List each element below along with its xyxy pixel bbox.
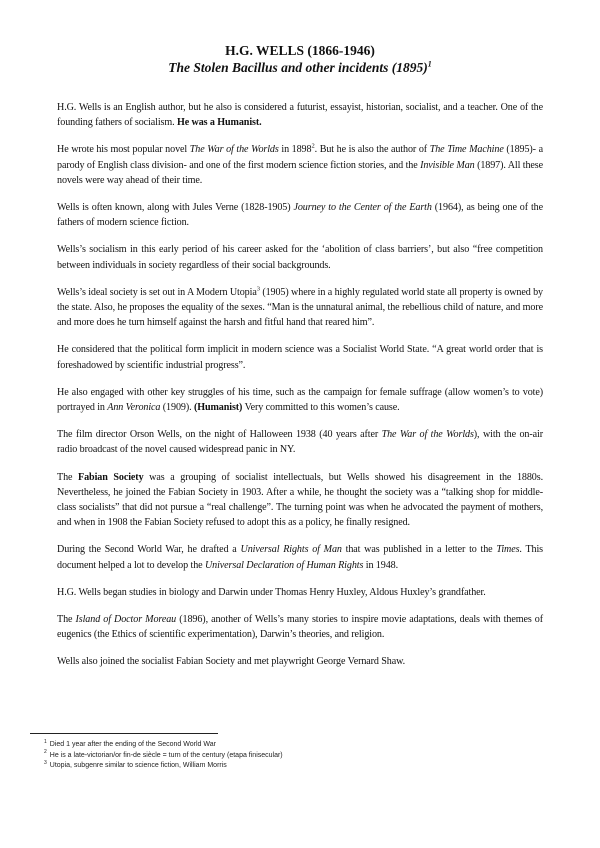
paragraph-world-state: He considered that the political form implicit in modern science was a Socialist World State. “A great world order that is foreshadowed by scientific industrial progress”. — [57, 344, 543, 371]
paragraph-suffrage — [57, 385, 543, 415]
paragraph-text: During the Second World War, he drafted a — [57, 544, 241, 556]
paragraph-huxley: H.G. Wells began studies in biology and Darwin under Thomas Henry Huxley, Aldous Huxley’s grandfather. — [57, 586, 486, 598]
paragraph-text: (1909). — [160, 402, 194, 414]
book-title: Journey to the Center of the Earth — [293, 202, 432, 214]
paragraph-orson-wells — [57, 427, 543, 457]
paragraph-text: He also engaged with other key struggles of his time, such as the campaign for female suffrage (allow women’s to vote) portrayed in — [57, 386, 543, 414]
paragraph-text: . This document helped a lot to develop the — [57, 544, 544, 571]
book-title: Invisible Man — [420, 159, 475, 171]
emphasis-humanist: (Humanist) — [193, 402, 243, 414]
footnote-number: 1 — [44, 738, 47, 745]
footnote-ref-3[interactable]: 3 — [256, 285, 260, 293]
paragraph-text: Very committed to this women’s cause. — [242, 402, 400, 414]
document-title: Universal Declaration of Human Rights — [204, 559, 364, 571]
emphasis-fabian-society: Fabian Society — [78, 471, 144, 483]
footnotes — [44, 740, 564, 772]
emphasis-humanist: He was a Humanist. — [176, 117, 262, 129]
paragraph-text: . But he is also the author of — [314, 144, 430, 156]
paragraph-utopia — [57, 285, 543, 331]
document-body — [57, 100, 543, 682]
paragraph-text: The — [57, 471, 79, 483]
paragraph-text: (1895)- a parody of English class division- and one of the first modern science fiction stories, and the — [57, 144, 543, 171]
paragraph-novels — [57, 142, 543, 188]
book-title: Ann Veronica — [107, 402, 161, 414]
footnote-ref-2[interactable]: 2 — [311, 143, 315, 151]
paragraph-fabian-society — [57, 470, 543, 531]
footnote-item — [44, 740, 564, 751]
paragraph-text: Wells is often known, along with Jules Verne (1828-1905) — [57, 202, 294, 214]
footnote-item — [44, 761, 564, 772]
paragraph-text: The — [57, 614, 76, 626]
paragraph-text: (1896), another of Wells’s many stories to inspire movie adaptations, deals with themes of eugenics (the Ethics of scientific experimentation), Darwin’s theories, and religion. — [57, 614, 543, 641]
paragraph-rights-of-man — [57, 542, 543, 572]
paragraph-socialism: Wells’s socialism in this early period of his career asked for the ‘abolition of class barriers’, but also “free competition between individuals in society regardless of their social backgrounds. — [57, 244, 543, 271]
footnote-text: Utopia, subgenre similar to science fiction, William Morris — [49, 762, 227, 769]
footnote-ref-1[interactable]: 1 — [427, 59, 432, 69]
title-block — [0, 42, 600, 76]
book-title: Island of Doctor Moreau — [75, 614, 177, 626]
book-title: The War of the Worlds — [381, 429, 474, 441]
subtitle-text: The Stolen Bacillus and other incidents (1895) — [168, 60, 428, 75]
paragraph-text: H.G. Wells is an English author, but he also is considered a futurist, essayist, historian, socialist, and a teacher. One of the founding fathers of socialism. — [57, 102, 543, 129]
paragraph-text: The film director Orson Wells, on the night of Halloween 1938 (40 years after — [57, 429, 382, 441]
paragraph-text: in 1898 — [278, 144, 312, 156]
paragraph-intro — [57, 100, 543, 130]
page-title: H.G. WELLS (1866-1946) — [225, 43, 375, 58]
newspaper-title: Times — [496, 544, 520, 556]
book-title: The War of the Worlds — [189, 144, 279, 156]
footnote-item — [44, 751, 564, 762]
paragraph-text: He wrote his most popular novel — [57, 144, 190, 156]
footnote-number: 2 — [44, 749, 47, 756]
footnote-number: 3 — [44, 759, 47, 766]
page-subtitle — [0, 59, 600, 76]
paragraph-text: (1964), as being one of the fathers of modern science fiction. — [57, 202, 544, 229]
footnote-text: Died 1 year after the ending of the Second World War — [49, 741, 216, 748]
paragraph-text: that was published in a letter to the — [341, 544, 497, 556]
book-title: The Time Machine — [429, 144, 504, 156]
paragraph-text: Wells’s ideal society is set out in A Modern Utopia — [57, 286, 257, 298]
footnote-text: He is a late-victorian/or fin-de siècle = turn of the century (etapa finisecular) — [49, 751, 283, 759]
paragraph-text: in 1948. — [363, 559, 399, 571]
document-title: Universal Rights of Man — [240, 544, 342, 556]
paragraph-shaw: Wells also joined the socialist Fabian Society and met playwright George Vernard Shaw. — [57, 656, 406, 668]
paragraph-verne — [57, 200, 543, 230]
footnote-divider — [30, 733, 218, 734]
paragraph-text: was a grouping of socialist intellectuals, but Wells showed his disagreement in the 1880s. Nevertheless, he joined the Fabian Society in 1903. After a while, he thought the society was a “talking shop for middle-class socialists” that did not pursue a “real challenge”. The turning point was when he advocated the payment of mothers, and when in 1908 the Fabian Society refused to adopt this as a policy, he finally resigned. — [57, 471, 543, 529]
paragraph-text: ), with the on-air radio broadcast of the novel caused widespread panic in NY. — [57, 429, 543, 456]
paragraph-text: (1897). All these novels were way ahead of their time. — [57, 159, 544, 186]
paragraph-text: (1905) where in a highly regulated world state all property is owned by the state. Also, he proposes the equality of the sexes. “Man is the unnatural animal, the rebellious child of nature, and more and more does he turn himself against the harsh and fitful hand that reared him”. — [57, 286, 543, 329]
paragraph-moreau — [57, 612, 543, 642]
